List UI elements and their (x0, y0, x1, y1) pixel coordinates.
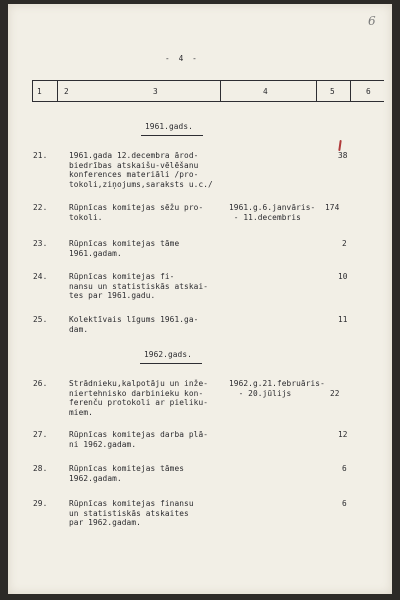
entry-title-line: tokoli,ziņojums,saraksts u.c./ (69, 179, 213, 189)
entry-pages: 174 (325, 203, 340, 212)
entry-pages: 22 (330, 388, 340, 398)
column-header: 5 (330, 87, 335, 96)
column-header: 3 (153, 87, 158, 96)
section-year: 1962.gads. (144, 350, 192, 359)
column-divider (57, 80, 58, 101)
entry-title-line: 1961.gadam. (69, 248, 122, 258)
entry-number: 28. (33, 464, 48, 473)
column-header: 6 (366, 87, 371, 96)
entry-pages: 11 (338, 315, 348, 324)
entry-title-line: ni 1962.gadam. (69, 439, 137, 449)
entry-number: 29. (33, 499, 48, 508)
entry-title-line: Rūpnīcas komitejas tāmes (69, 464, 185, 473)
entry-title-line: Rūpnīcas komitejas finansu (69, 499, 194, 508)
entry-date-line: - 11.decembris (229, 212, 301, 222)
entry-title-line: nansu un statistiskās atskai- (69, 281, 209, 291)
entry-title-line: tes par 1961.gadu. (69, 291, 156, 300)
section-underline (140, 363, 202, 364)
entry-pages: 12 (338, 430, 348, 439)
entry-title-line: biedrības atskaišu-vēlēšanu (69, 160, 199, 170)
entry-pages: 6 (342, 499, 347, 508)
entry-title-line: un statistiskās atskaites (69, 508, 189, 518)
section-underline (141, 135, 203, 136)
header-bottom-rule (32, 101, 384, 102)
entry-title-line: par 1962.gadam. (69, 518, 141, 527)
header-top-rule (32, 80, 384, 81)
column-divider (316, 80, 317, 101)
entry-pages: 6 (342, 464, 347, 473)
column-divider (220, 80, 221, 101)
entry-title-line: ferenču protokoli ar pieliku- (69, 398, 209, 407)
red-margin-mark (338, 140, 342, 151)
entry-title-line: dam. (69, 324, 89, 334)
entry-title-line: Rūpnīcas komitejas tāme (69, 239, 180, 248)
document-page (8, 4, 392, 594)
entry-number: 27. (33, 430, 48, 439)
page-marker: - 4 - (165, 54, 197, 63)
entry-number: 21. (33, 151, 48, 160)
entry-pages: 38 (338, 151, 348, 160)
column-divider (350, 80, 351, 101)
column-header: 4 (263, 87, 268, 96)
entry-title-line: Kolektīvais līgums 1961.ga- (69, 315, 199, 324)
entry-date-line: 1961.g.6.janvāris- (229, 203, 316, 212)
entry-title-line: tokoli. (69, 212, 103, 222)
entry-title-line: Rūpnīcas komitejas fi- (69, 272, 175, 281)
section-year: 1961.gads. (145, 122, 193, 131)
entry-title-line: 1962.gadam. (69, 473, 122, 483)
entry-number: 25. (33, 315, 48, 324)
entry-title-line: 1961.gada 12.decembra ārod- (69, 151, 199, 160)
corner-page-number: 6 (368, 14, 376, 28)
entry-title-line: Rūpnīcas komitejas sēžu pro- (69, 203, 204, 212)
entry-date-line: - 20.jūlijs (229, 388, 292, 398)
entry-title-line: Rūpnīcas komitejas darba plā- (69, 430, 209, 439)
entry-pages: 10 (338, 272, 348, 281)
entry-pages: 2 (342, 239, 347, 248)
column-divider (32, 80, 33, 101)
entry-date-line: 1962.g.21.februāris- (229, 379, 325, 388)
entry-number: 23. (33, 239, 48, 248)
entry-number: 24. (33, 272, 48, 281)
column-header: 1 (37, 87, 42, 96)
entry-number: 26. (33, 379, 48, 388)
entry-title-line: Strādnieku,kalpotāju un inže- (69, 379, 209, 388)
entry-title-line: niertehnisko darbinieku kon- (69, 388, 204, 398)
entry-title-line: miem. (69, 407, 93, 417)
entry-title-line: konferences materiāli /pro- (69, 170, 199, 179)
column-header: 2 (64, 87, 69, 96)
entry-number: 22. (33, 203, 48, 212)
